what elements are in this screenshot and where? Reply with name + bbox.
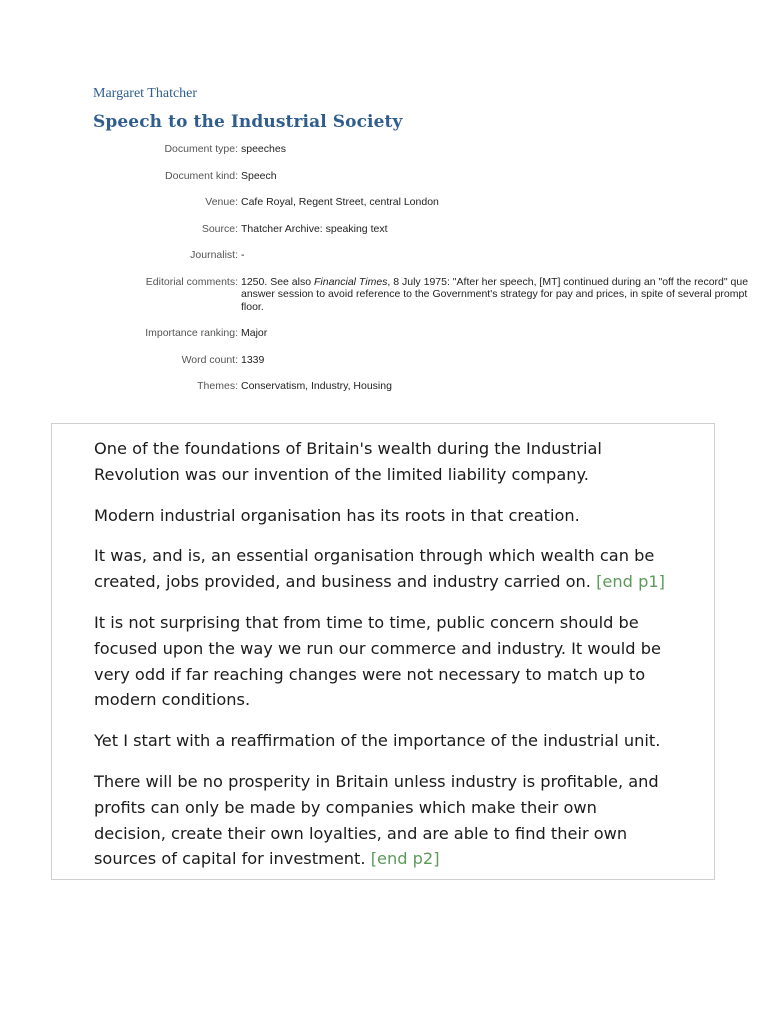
speech-paragraph: One of the foundations of Britain's wealth during the Industrial Revolution was our invention of the limited liability company. — [94, 439, 602, 484]
editorial-line-1: 1250. See also Financial Times, 8 July 1975: "After her speech, [MT] continued during an "off the record" que — [241, 275, 749, 288]
editorial-line-2: answer session to avoid reference to the Government's strategy for pay and prices, in spite of several prompt — [241, 288, 748, 300]
meta-row-document-type — [0, 143, 768, 156]
speech-body — [94, 436, 669, 887]
meta-value: Speech — [241, 169, 277, 182]
meta-label: Editorial comments: — [145, 275, 238, 288]
meta-label: Document kind: — [165, 169, 238, 182]
page-end-marker: [end p1] — [596, 572, 665, 592]
meta-row-editorial-comments — [0, 276, 768, 314]
meta-value: Conservatism, Industry, Housing — [241, 380, 392, 392]
editorial-line-3: floor. — [241, 300, 264, 313]
document-title: Speech to the Industrial Society — [93, 112, 403, 132]
meta-label: Journalist: — [190, 249, 238, 261]
meta-row-journalist — [0, 249, 768, 262]
meta-label: Venue: — [205, 196, 238, 208]
meta-label: Themes: — [197, 380, 238, 392]
speech-paragraph: Yet I start with a reaffirmation of the importance of the industrial unit. — [94, 731, 661, 751]
meta-value: Cafe Royal, Regent Street, central London — [241, 196, 439, 208]
meta-row-importance — [0, 327, 768, 340]
meta-value: 1339 — [241, 353, 265, 366]
meta-row-themes — [0, 380, 768, 393]
speech-paragraph: There will be no prosperity in Britain unless industry is profitable, and profits can only be made by companies which make their own decision, create their own loyalties, and are able to find their own sources of capital for investment. [end p2] — [94, 771, 659, 869]
metadata-table — [0, 143, 768, 407]
meta-row-source — [0, 223, 768, 236]
meta-row-document-kind — [0, 170, 768, 183]
meta-label: Source: — [201, 222, 238, 235]
speech-paragraph: It was, and is, an essential organisation through which wealth can be created, jobs provided, and business and industry carried on. [end p1] — [94, 546, 665, 592]
meta-value: Major — [241, 327, 268, 339]
meta-row-word-count — [0, 354, 768, 367]
meta-value-editorial — [241, 276, 768, 314]
page-end-marker: [end p2] — [370, 849, 440, 869]
meta-value: speeches — [241, 143, 286, 155]
meta-label: Word count: — [181, 353, 238, 366]
meta-label: Importance ranking: — [145, 327, 238, 339]
publication-name: Financial Times — [313, 275, 388, 288]
meta-value: - — [241, 249, 245, 261]
speech-paragraph: It is not surprising that from time to time, public concern should be focused upon the way we run our commerce and industry. It would be very odd if far reaching changes were not necessary to match up to modern conditions. — [94, 612, 661, 710]
author-name: Margaret Thatcher — [93, 86, 198, 101]
meta-label: Document type: — [164, 143, 238, 155]
speech-text-box — [51, 423, 715, 880]
speech-paragraph: Modern industrial organisation has its roots in that creation. — [94, 505, 580, 525]
meta-row-venue — [0, 196, 768, 209]
meta-value: Thatcher Archive: speaking text — [241, 222, 388, 235]
